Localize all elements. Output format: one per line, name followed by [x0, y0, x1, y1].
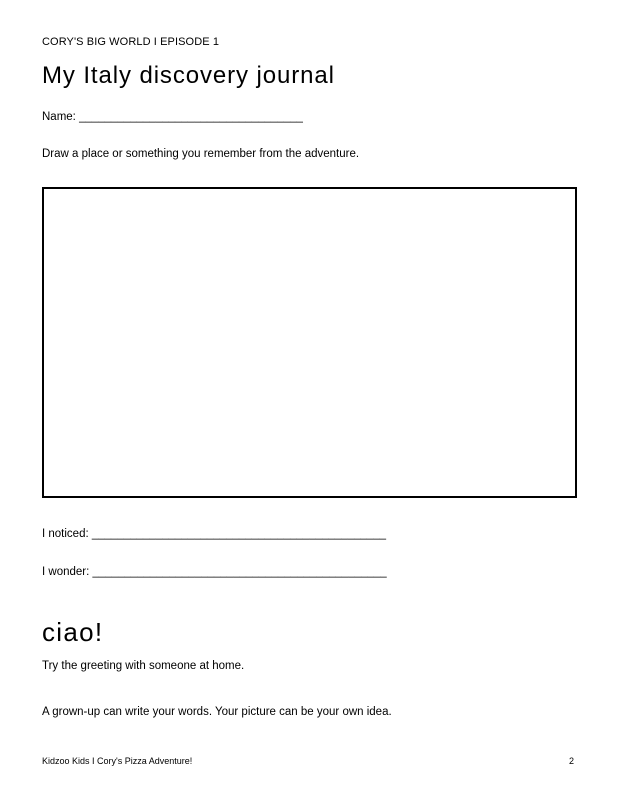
- wonder-line: I wonder: ______________________________________________: [42, 566, 387, 578]
- footer-text: Kidzoo Kids I Cory's Pizza Adventure!: [42, 756, 193, 766]
- series-header: CORY'S BIG WORLD I EPISODE 1: [42, 36, 220, 48]
- greeting-prompt: Try the greeting with someone at home.: [42, 660, 245, 672]
- grown-up-note: A grown-up can write your words. Your picture can be your own idea.: [42, 706, 392, 718]
- page-title: My Italy discovery journal: [42, 62, 335, 89]
- noticed-line: I noticed: ______________________________________________: [42, 528, 387, 540]
- page-number: 2: [569, 756, 575, 766]
- name-line: Name: ___________________________________: [42, 111, 303, 123]
- drawing-box: [42, 187, 577, 498]
- drawing-instruction: Draw a place or something you remember from the adventure.: [42, 148, 360, 160]
- greeting-word: ciao!: [42, 617, 104, 647]
